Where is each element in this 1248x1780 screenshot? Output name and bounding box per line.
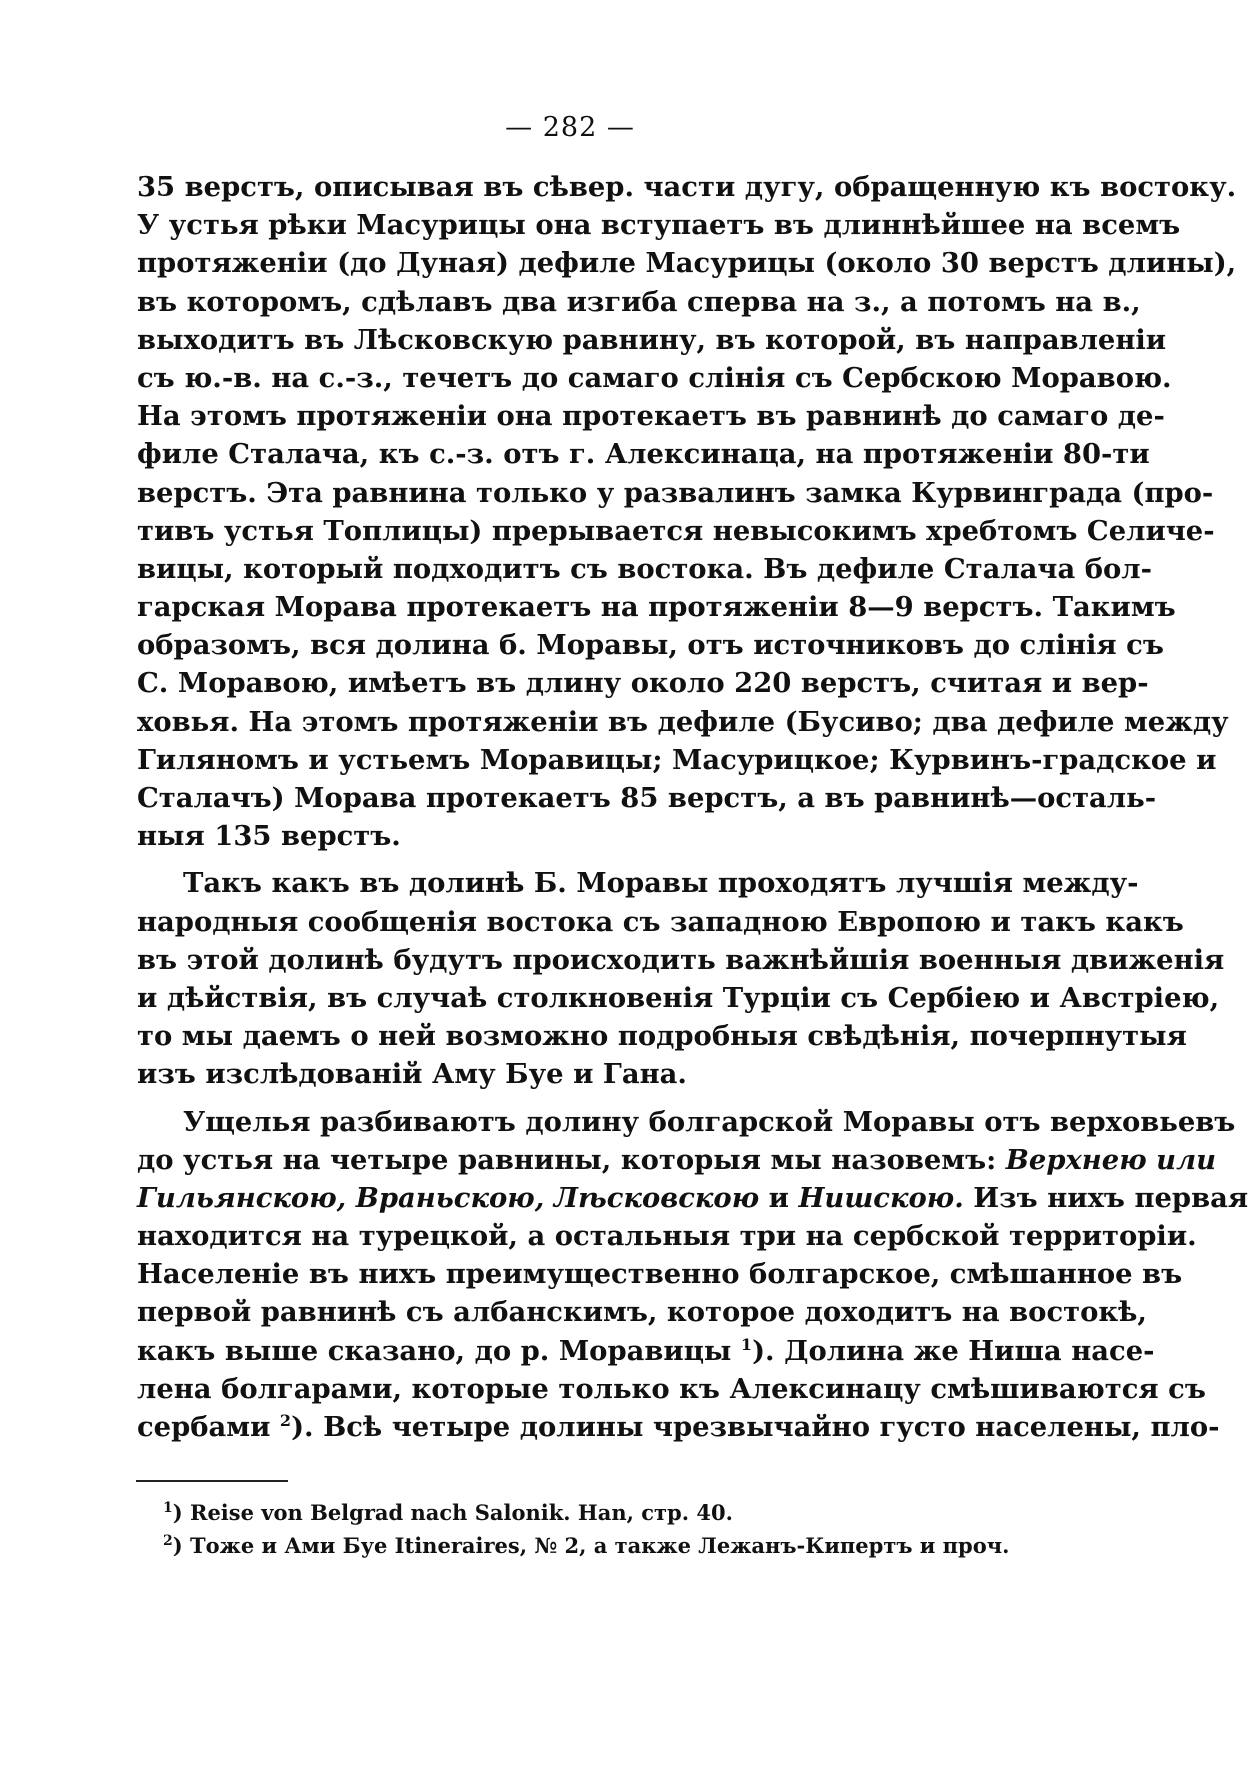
text-segment: вицы, который подходитъ съ востока. Въ дефиле Сталача бол- — [137, 552, 1152, 585]
footnote-mark: 2 — [163, 1533, 173, 1549]
text-segment: 35 верстъ, описывая въ сѣвер. части дугу, обращенную къ востоку. — [137, 171, 1237, 203]
text-segment: въ которомъ, сдѣлавъ два изгиба сперва на з., а потомъ на в., — [137, 285, 1141, 318]
text-segment: Гиляномъ и устьемъ Моравицы; Масурицкое; Курвинъ-градское и — [137, 743, 1217, 776]
paragraph — [137, 1103, 1248, 1447]
text-segment: изъ изслѣдованій Аму Буе и Гана. — [137, 1058, 687, 1091]
text-line — [137, 1179, 1248, 1217]
text-segment: до устья на четыре равнины, которыя мы назовемъ: — [137, 1143, 1006, 1176]
text-segment: ). Долина же Ниша насе- — [752, 1334, 1155, 1367]
text-segment: Изъ нихъ первая — [963, 1181, 1248, 1214]
text-segment: ). Всѣ четыре долины чрезвычайно густо населены, пло- — [291, 1411, 1220, 1443]
footnote-ref: 2 — [279, 1410, 292, 1430]
text-line — [137, 1332, 1155, 1370]
footnote-divider — [136, 1480, 288, 1482]
text-line — [137, 283, 1141, 321]
text-line — [137, 588, 1176, 626]
text-line — [137, 741, 1217, 779]
text-segment: съ ю.-в. на с.-з., течетъ до самаго слінія съ Сербскою Моравою. — [137, 361, 1172, 394]
text-line — [137, 1217, 1197, 1255]
text-line — [137, 817, 1057, 855]
text-segment: протяженіи (до Дуная) дефиле Масурицы (около 30 верстъ длины), — [137, 247, 1237, 280]
text-segment: верстъ. Эта равнина только у развалинъ замка Курвинграда (про- — [137, 476, 1214, 509]
text-line — [137, 664, 1149, 702]
text-segment: Населеніе въ нихъ преимущественно болгарское, смѣшанное въ — [137, 1258, 1183, 1291]
text-line — [137, 244, 1237, 282]
text-segment: На этомъ протяженіи она протекаетъ въ равнинѣ до самаго де- — [137, 400, 1165, 433]
page-number: — 282 — — [505, 112, 635, 143]
text-line — [137, 1141, 1217, 1179]
text-line — [137, 206, 1181, 244]
text-line — [137, 979, 1220, 1017]
text-segment: находится на турецкой, а остальныя три на сербской территоріи. — [137, 1220, 1197, 1253]
text-line — [137, 168, 1237, 206]
text-line — [137, 435, 1150, 473]
text-line — [137, 1255, 1183, 1293]
footnote-text: ) Reise von Belgrad nach Salonik. Han, стр. 40. — [172, 1500, 733, 1525]
text-line — [137, 1408, 1220, 1446]
text-segment: первой равнинѣ съ албанскимъ, которое доходитъ на востокѣ, — [137, 1296, 1147, 1329]
footnote-ref: 1 — [740, 1334, 753, 1354]
footnote-text: ) Тоже и Ами Буе Itineraires, № 2, а также Лежанъ-Кипертъ и проч. — [172, 1533, 1010, 1558]
text-segment: филе Сталача, къ с.-з. отъ г. Алексинаца, на протяженіи 80-ти — [137, 438, 1150, 471]
text-segment: тивъ устья Топлицы) прерывается невысокимъ хребтомъ Селиче- — [137, 514, 1215, 547]
text-segment: Верхнею или — [1005, 1143, 1217, 1176]
text-segment: образомъ, вся долина б. Моравы, отъ источниковъ до слінія съ — [137, 629, 1164, 662]
paragraph-gap — [137, 855, 1057, 864]
text-line — [137, 1370, 1206, 1408]
text-segment: какъ выше сказано, до р. Моравицы — [137, 1334, 741, 1367]
text-line — [137, 397, 1165, 435]
text-line — [137, 1293, 1147, 1331]
paragraph — [137, 864, 1225, 1093]
text-line — [137, 321, 1167, 359]
text-line — [137, 512, 1215, 550]
text-segment: Гильянскою, Враньскою, Лѣсковскою — [137, 1181, 760, 1214]
footnote-1 — [163, 1496, 1043, 1529]
text-line — [137, 903, 1184, 941]
paragraph-gap — [137, 1094, 1057, 1103]
footnote-2 — [163, 1529, 1043, 1562]
text-segment: и дѣйствія, въ случаѣ столкновенія Турціи съ Сербіею и Австріею, — [137, 981, 1220, 1014]
text-line — [137, 359, 1172, 397]
text-segment: въ этой долинѣ будутъ происходить важнѣйшія военныя движенія — [137, 943, 1225, 976]
text-segment: ныя 135 верстъ. — [137, 820, 401, 853]
text-segment: ховья. На этомъ протяженіи въ дефиле (Бусиво; два дефиле между — [137, 705, 1229, 738]
text-segment: и — [759, 1181, 799, 1214]
text-segment: У устья рѣки Масурицы она вступаетъ въ длиннѣйшее на всемъ — [137, 209, 1181, 242]
text-segment: выходитъ въ Лѣсковскую равнину, въ которой, въ направленіи — [137, 323, 1167, 356]
text-line — [137, 626, 1164, 664]
text-segment: Нишскою. — [798, 1181, 964, 1214]
text-segment: лена болгарами, которые только къ Алексинацу смѣшиваются съ — [137, 1372, 1206, 1405]
main-text — [137, 168, 1248, 1446]
text-line — [137, 779, 1157, 817]
text-segment: народныя сообщенія востока съ западною Европою и такъ какъ — [137, 905, 1184, 938]
paragraph — [137, 168, 1237, 855]
text-segment: Ущелья разбиваютъ долину болгарской Моравы отъ верховьевъ — [183, 1105, 1236, 1138]
footnotes — [163, 1496, 1043, 1562]
text-line — [137, 1017, 1187, 1055]
text-segment: сербами — [137, 1411, 280, 1443]
text-line — [137, 1103, 1236, 1141]
text-segment: Сталачъ) Морава протекаетъ 85 верстъ, а въ равнинѣ—осталь- — [137, 782, 1157, 814]
text-segment: то мы даемъ о ней возможно подробныя свѣдѣнія, почерпнутыя — [137, 1020, 1187, 1053]
text-line — [137, 864, 1139, 902]
footnote-mark: 1 — [163, 1500, 173, 1516]
text-line — [137, 703, 1229, 741]
text-segment: Такъ какъ въ долинѣ Б. Моравы проходятъ лучшія между- — [183, 867, 1139, 900]
text-line — [137, 941, 1225, 979]
text-line — [137, 1055, 1057, 1093]
text-line — [137, 474, 1214, 512]
text-segment: гарская Морава протекаетъ на протяженіи 8—9 верстъ. Такимъ — [137, 591, 1176, 624]
text-segment: С. Моравою, имѣетъ въ длину около 220 верстъ, считая и вер- — [137, 667, 1149, 700]
text-line — [137, 550, 1152, 588]
